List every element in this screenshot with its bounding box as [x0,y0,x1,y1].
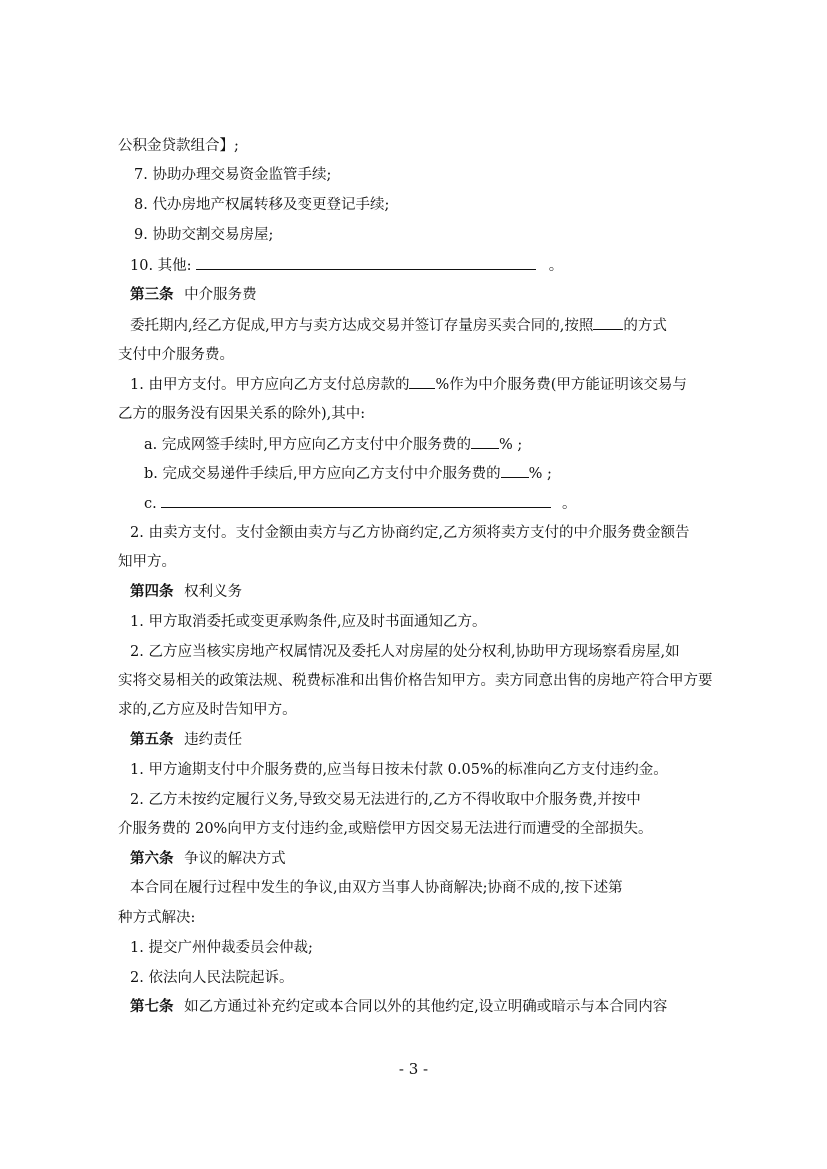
list-item-10 [130,255,563,276]
text-line: 1. 甲方取消委托或变更承购条件,应及时书面通知乙方。 [130,614,487,630]
text-line: 公积金贷款组合】; [118,138,239,154]
text-line [130,374,687,395]
text-line: 2. 乙方未按约定履行义务,导致交易无法进行的,乙方不得收取中介服务费,并按中 [130,792,641,808]
section-6-name: 争议的解决方式 [184,851,286,867]
text-line: 2. 乙方应当核实房地产权属情况及委托人对房屋的处分权利,协助甲方现场察看房屋,如 [130,644,680,660]
text-segment: b. 完成交易递件手续后,甲方应向乙方支付中介服务费的 [144,466,501,482]
text-line: 1. 提交广州仲裁委员会仲裁; [130,940,313,956]
section-7-heading [130,997,667,1017]
text-line: 介服务费的 20%向甲方支付违约金,或赔偿甲方因交易无法进行而遭受的全部损失。 [118,821,653,837]
text-segment: 委托期内,经乙方促成,甲方与卖方达成交易并签订存量房买卖合同的,按照 [130,318,594,334]
section-5-name: 违约责任 [184,732,243,748]
text-segment: 的方式 [623,318,667,334]
text-segment: % ; [528,466,552,482]
list-item-8: 8. 代办房地产权属转移及变更登记手续; [134,197,390,213]
list-item-7: 7. 协助办理交易资金监管手续; [134,167,332,183]
text-line: 求的,乙方应及时告知甲方。 [118,702,297,718]
section-4-name: 权利义务 [184,584,243,600]
text-segment: %作为中介服务费(甲方能证明该交易与 [435,377,687,393]
section-4-heading [130,582,242,602]
fill-in-blank-percent-b [501,463,529,478]
text-line: 2. 由卖方支付。支付金额由卖方与乙方协商约定,乙方须将卖方支付的中介服务费金额告 [130,525,690,541]
fill-in-blank-c [161,493,551,508]
section-3-name: 中介服务费 [184,287,257,303]
page-number: - 3 - [398,1060,429,1078]
section-7-text: 如乙方通过补充约定或本合同以外的其他约定,设立明确或暗示与本合同内容 [184,999,668,1015]
section-3-title: 第三条 [130,286,174,303]
section-6-heading [130,849,286,869]
list-item-9: 9. 协助交割交易房屋; [134,227,274,243]
section-5-heading [130,730,242,750]
section-4-title: 第四条 [130,583,174,600]
text-line [144,434,522,455]
text-line: 本合同在履行过程中发生的争议,由双方当事人协商解决;协商不成的,按下述第 [130,880,623,896]
text-line: 知甲方。 [118,554,176,570]
period-mark: 。 [561,496,577,512]
text-line: 种方式解决: [118,910,196,926]
section-3-heading [130,285,257,305]
section-5-title: 第五条 [130,731,174,748]
text-line: 1. 甲方逾期支付中介服务费的,应当每日按未付款 0.05%的标准向乙方支付违约金。 [130,762,668,778]
text-segment: a. 完成网签手续时,甲方应向乙方支付中介服务费的 [144,437,471,453]
fill-in-blank-percent [409,374,435,389]
text-segment: 1. 由甲方支付。甲方应向乙方支付总房款的 [130,377,410,393]
text-line: 乙方的服务没有因果关系的除外),其中: [118,406,366,422]
text-line [144,463,552,484]
period-mark: 。 [548,258,564,274]
section-7-title: 第七条 [130,998,174,1015]
fill-in-blank-other [196,255,536,270]
text-line: 2. 依法向人民法院起诉。 [130,970,294,986]
section-6-title: 第六条 [130,850,174,867]
text-line [144,493,576,514]
text-segment: c. [144,496,157,512]
text-line: 实将交易相关的政策法规、税费标准和出售价格告知甲方。卖方同意出售的房地产符合甲方要 [118,673,713,689]
text-line: 支付中介服务费。 [118,347,234,363]
text-line [130,315,667,336]
fill-in-blank-percent-a [471,434,499,449]
text-segment: % ; [498,437,523,453]
fill-in-blank-method [593,315,623,330]
list-item-10-label: 10. 其他: [130,258,192,274]
